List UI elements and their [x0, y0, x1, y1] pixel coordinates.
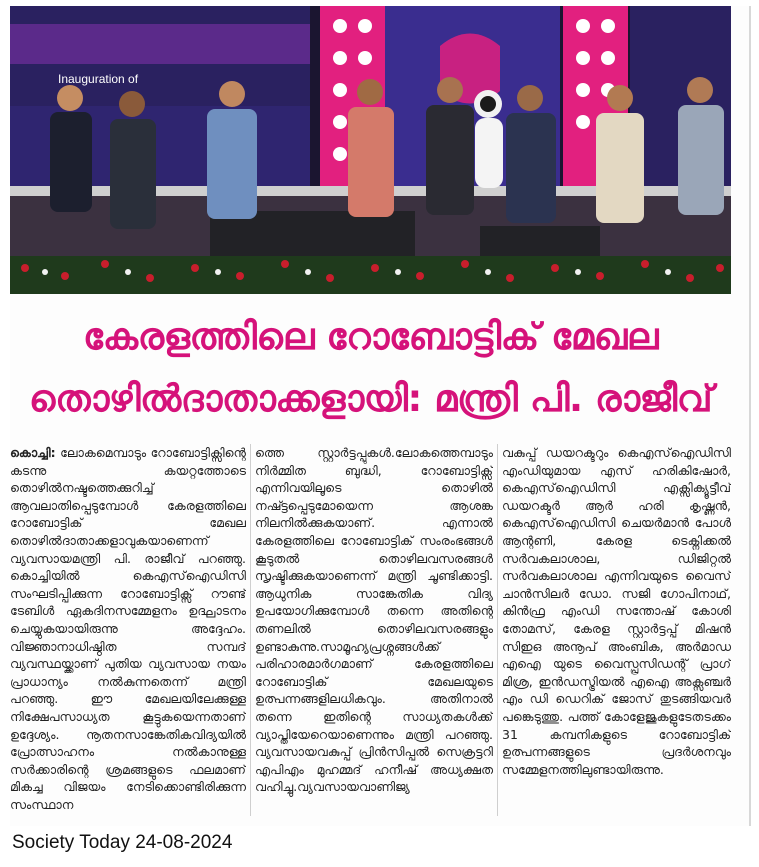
column-2-text: ത്തെ സ്റ്റാർട്ടപ്പുകൾ.ലോകത്തെമ്പാടും നിർമ്മിത ബുദ്ധി, റോബോട്ടിക്സ് എന്നിവയിലൂടെ തൊഴിൽ നഷ്ട്ടപ്പെടുമോയെന്ന ആശങ്ക നിലനിൽക്കുകയാണ്. എന്നാൽ കേരളത്തിലെ റോബോട്ടിക് സംരംഭങ്ങൾ കൂടുതൽ തൊഴിലവസരങ്ങൾ സൃഷ്ടിക്കുകയാണെന്ന് മന്ത്രി ചൂണ്ടിക്കാട്ടി. ആധുനിക സാങ്കേതിക വിദ്യ ഉപയോഗിക്കുമ്പോൾ തന്നെ അതിന്റെ തണലിൽ തൊഴിലവസരങ്ങളും ഉണ്ടാകുന്നു.സാമൂഹ്യപ്രശ്നങ്ങൾക്ക് പരിഹാരമാർഗമാണ് കേരളത്തിലെ റോബോട്ടിക് മേഖലയുടെ ഉത്പന്നങ്ങളിലധികവും. അതിനാൽ തന്നെ ഇതിന്റെ സാധ്യതകൾക്ക് വ്യാപ്തിയേറെയാണെന്നും മന്ത്രി പറഞ്ഞു. വ്യവസായവകുപ്പ് പ്രിൻസിപ്പൽ സെക്രട്ടറി എപിഎം മുഹമ്മദ് ഹനീഷ് അധ്യക്ഷത വഹിച്ചു.വ്യവസായവാണിജ്യ — [255, 445, 493, 795]
article-body — [10, 444, 731, 824]
photo-banner-text: Inauguration of — [58, 72, 139, 86]
article-column-1 — [10, 444, 246, 824]
column-1-text: ലോകമെമ്പാടും റോബോട്ടിക്സിന്റെ കടന്നു കയറ്റത്തോടെ തൊഴിൽനഷ്ടത്തെക്കുറിച്ച് ആവലാതിപ്പെടുമ്പോൾ കേരളത്തിലെ റോബോട്ടിക് മേഖല തൊഴിൽദാതാക്കളാവുകയാണെന്ന് വ്യവസായമന്ത്രി പി. രാജീവ് പറഞ്ഞു. കൊച്ചിയിൽ കെഎസ്ഐഡിസി സംഘടിപ്പിക്കുന്ന റോബോട്ടിക്സ് റൗണ്ട് ടേബിൾ ഏകദിനസമ്മേളനം ഉദ്ഘാടനം ചെയ്യുകയായിരുന്നു അദ്ദേഹം. വിജ്ഞാനാധിഷ്ഠിത സമ്പദ് വ്യവസ്ഥയ്ക്കാണ് പുതിയ വ്യവസായ നയം പ്രാധാന്യം നൽകുന്നതെന്ന് മന്ത്രി പറഞ്ഞു. ഈ മേഖലയിലേക്കുള്ള നിക്ഷേപസാധ്യത കൂട്ടുകയെന്നതാണ് ഉദ്ദേശ്യം. നൂതനസാങ്കേതികവിദ്യയിൽ പ്രോത്സാഹനം നൽകാനുള്ള സർക്കാരിന്റെ ശ്രമങ്ങളുടെ ഫലമാണ് മികച്ച വിജയം നേടിക്കൊണ്ടിരിക്കുന്ന സംസ്ഥാന — [10, 445, 246, 812]
headline-line-1: കേരളത്തിലെ റോബോട്ടിക് മേഖല — [83, 315, 658, 358]
dateline: കൊച്ചി: — [10, 445, 56, 460]
column-divider — [497, 444, 498, 816]
source-footer: Society Today 24-08-2024 — [12, 832, 233, 853]
news-clipping — [10, 6, 751, 826]
article-column-2 — [255, 444, 493, 824]
event-photo — [10, 6, 731, 294]
headline — [10, 306, 731, 430]
column-3-text: വകുപ്പ് ഡയറക്ടറും കെഎസ്ഐഡിസി എംഡിയുമായ എസ് ഹരികിഷോർ, കെഎസ്ഐഡിസി എക്സിക്യൂട്ടീവ് ഡയറക്ടർ ആർ ഹരി കൃഷ്ണൻ, കെഎസ്ഐഡിസി ചെയർമാൻ പോൾ ആന്റണി, കേരള ടെക്നിക്കൽ സർവകലാശാല, ഡിജിറ്റൽ സർവകലാശാല എന്നിവയുടെ വൈസ് ചാൻസിലർ ഡോ. സജി ഗോപിനാഥ്, കിൻഫ്ര എംഡി സന്തോഷ് കോശി തോമസ്, കേരള സ്റ്റാർട്ടപ്പ് മിഷൻ സിഇഒ അനൂപ് അംബിക, അർമാഡ എഐ യുടെ വൈസ്പ്രസിഡന്റ് പ്രാഗ് മിശ്ര, ഇൻഡസ്ട്രിയൽ എഐ അക്സഞ്ചർ എം ഡി ഡെറിക് ജോസ് തുടങ്ങിയവർ പങ്കെടുത്തു. പത്ത് കോളേജുകളുടേതടക്കം 31 കമ്പനികളുടെ റോബോട്ടിക് ഉത്പന്നങ്ങളുടെ പ്രദർശനവും സമ്മേളനത്തിലുണ്ടായിരുന്നു. — [502, 445, 731, 777]
column-divider — [250, 444, 251, 816]
stage-scene-illustration — [10, 6, 731, 294]
headline-line-2: തൊഴിൽദാതാക്കളായി: മന്ത്രി പി. രാജീവ് — [28, 377, 713, 420]
article-column-3 — [502, 444, 731, 824]
